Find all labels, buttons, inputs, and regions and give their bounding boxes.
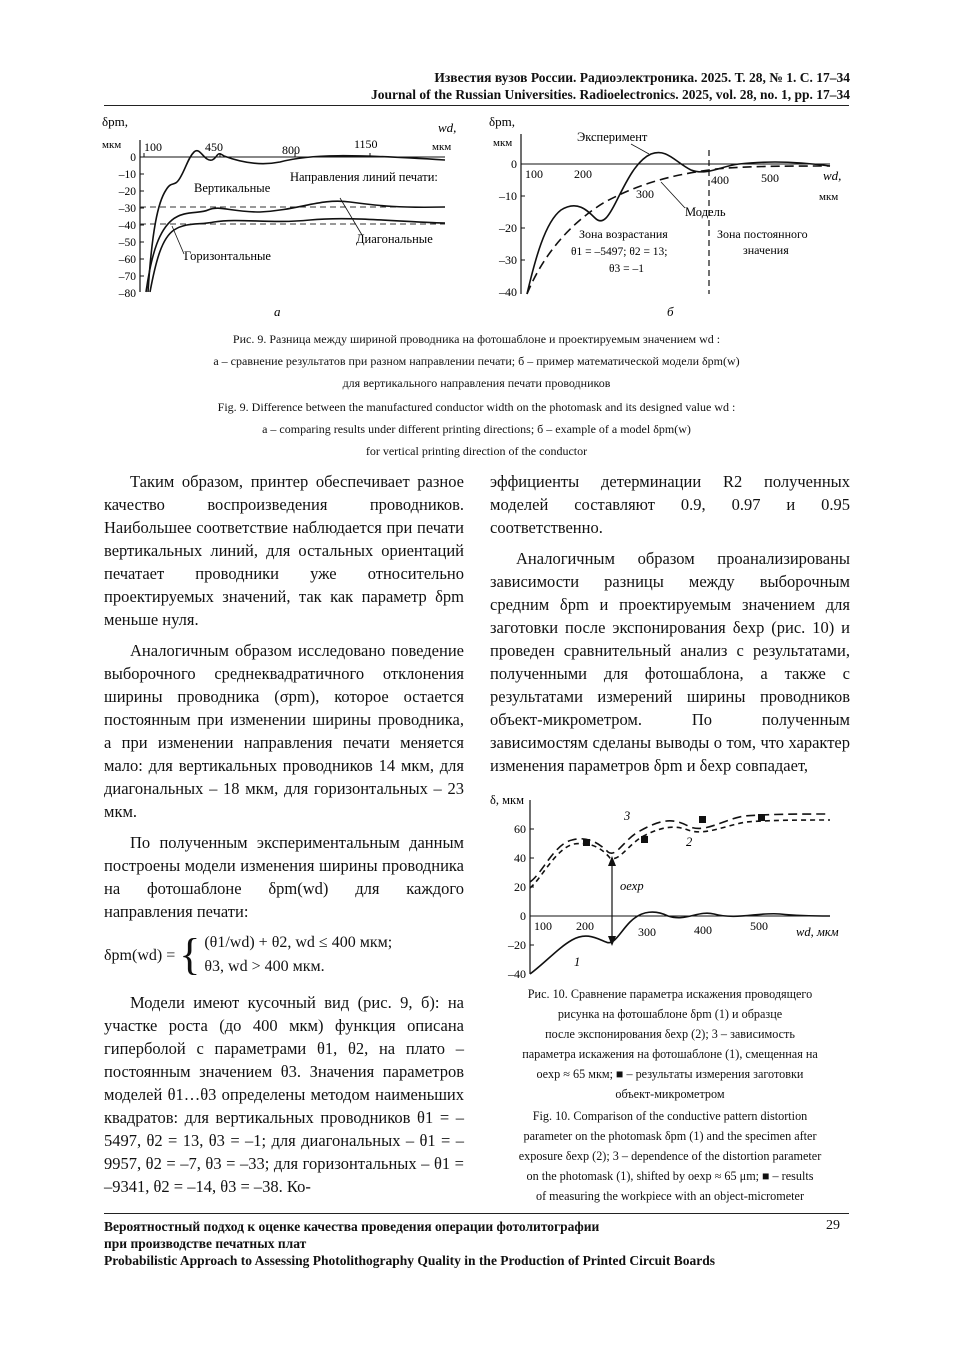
right-column <box>490 470 850 785</box>
fig10-measurement-point <box>641 836 648 843</box>
left-column <box>104 470 464 1206</box>
fig9b-xunit: мкм <box>819 191 839 203</box>
journal-header-ru: Известия вузов России. Радиоэлектроника. 2025. Т. 28, № 1. С. 17–34 <box>434 70 850 85</box>
fig9b-xtick: 100 <box>525 167 543 181</box>
fig9b-ytick: –10 <box>499 189 517 203</box>
fig9b-ytick: –30 <box>499 253 517 267</box>
fig9a-yunit: мкм <box>102 139 122 151</box>
fig10-curve-2-label: 2 <box>686 835 693 849</box>
fig10-shift-label: oexp <box>620 879 644 893</box>
fig10-ytick: –20 <box>508 938 526 952</box>
paragraph: эффициенты детерминации R2 полученных моделей составляют 0.9, 0.97 и 0.95 соответственно. <box>490 472 850 537</box>
fig10-ytick: 60 <box>514 822 526 836</box>
fig9a-xtick: 100 <box>144 140 162 154</box>
fig9a-label-diagonal: Диагональные <box>356 232 433 246</box>
footer-rule <box>104 1213 849 1214</box>
fig9b-curve-experiment <box>527 153 830 294</box>
fig10-xtick: 300 <box>638 925 656 939</box>
fig10-caption-ru-line: объект-микрометром <box>615 1087 725 1101</box>
fig9-caption <box>104 328 849 462</box>
fig10-xtick: 100 <box>534 919 552 933</box>
page-number: 29 <box>826 1218 840 1233</box>
fig10-chart <box>490 786 850 986</box>
fig9b-experiment-leader <box>631 144 649 154</box>
fig9b-zone-growth-params: θ3 = –1 <box>609 263 644 275</box>
fig10-ylabel: δ, мкм <box>490 793 525 807</box>
fig10-curve-2 <box>530 820 830 888</box>
fig9b-panel-label: б <box>667 304 674 319</box>
fig9b-zone-growth-params: θ1 = –5497; θ2 = 13; <box>571 246 668 258</box>
paragraph: По полученным экспериментальным данным построены модели изменения ширины проводника на фотошаблоне δpm(wd) для каждого направления печати: <box>104 833 464 921</box>
fig9a-ytick: –60 <box>118 254 136 266</box>
fig10-curve-1-label: 1 <box>574 955 581 969</box>
fig9a-curve-diagonal <box>146 201 445 292</box>
footer-title-ru: Вероятностный подход к оценке качества проведения операции фотолитографии <box>104 1219 600 1234</box>
formula-case: θ3, wd > 400 мкм. <box>204 958 325 975</box>
fig10-ytick: 40 <box>514 851 526 865</box>
fig9b-zone-const: значения <box>743 243 789 257</box>
fig9a-ytick: –10 <box>118 169 136 181</box>
fig9b-xtick: 400 <box>711 173 729 187</box>
fig9-caption-en-line: Fig. 9. Difference between the manufactured conductor width on the photomask and its designed value wd : <box>217 400 736 414</box>
fig10-curve-3 <box>530 814 830 882</box>
fig10-shift-arrowhead-down <box>608 936 616 946</box>
fig9-caption-ru-line: для вертикального направления печати проводников <box>342 376 611 390</box>
formula-lhs: δpm(wd) = <box>104 946 176 964</box>
fig9a-chart <box>100 110 460 320</box>
fig10-caption-ru-line: Рис. 10. Сравнение параметра искажения проводящего <box>527 987 813 1001</box>
fig10-xtick: 500 <box>750 919 768 933</box>
paragraph: Модели имеют кусочный вид (рис. 9, б): на участке роста (до 400 мкм) функция описана гиперболой с параметрами θ1, θ2, на плато – постоянным значением θ3. Значения параметров моделей θ1…θ3 определены методом наименьших квадратов: для вертикальных проводников θ1 = –5497, θ2 = 13, θ3 = –1; для диагональных – θ1 = –9957, θ2 = –7, θ3 = –33; для горизонтальных – θ1 = –9341, θ2 = –14, θ3 = –38. Ко- <box>104 993 464 1196</box>
fig9b-zone-growth: Зона возрастания <box>579 227 668 241</box>
footer-title-ru: при производстве печатных плат <box>104 1236 307 1251</box>
formula-brace: { <box>179 930 201 979</box>
fig10-measurement-point <box>583 839 590 846</box>
fig9b-xtick: 300 <box>636 187 654 201</box>
fig9b-model-leader <box>661 182 685 208</box>
fig9b-ytick: 0 <box>511 157 517 171</box>
fig9-caption-ru-line: Рис. 9. Разница между шириной проводника на фотошаблоне и проектируемым значением wd : <box>232 332 721 346</box>
fig10-caption-en-line: of measuring the workpiece with an object-micrometer <box>535 1189 805 1203</box>
fig10-ytick: –40 <box>508 967 526 981</box>
fig9a-ytick: –70 <box>118 271 136 283</box>
fig10-xtick: 400 <box>694 923 712 937</box>
fig9b-xlabel: wd, <box>823 168 842 183</box>
fig9-caption-ru-line: а – сравнение результатов при разном направлении печати; б – пример математической модели δpm(w) <box>213 354 740 368</box>
fig9a-label-vertical: Вертикальные <box>194 181 271 195</box>
fig10-caption-ru-line: параметра искажения на фотошаблоне (1), смещенная на <box>522 1047 818 1061</box>
fig9b-label-experiment: Эксперимент <box>577 130 648 144</box>
fig9b-xtick: 500 <box>761 171 779 185</box>
fig10-curve-3-label: 3 <box>624 809 631 823</box>
fig9a-xunit: мкм <box>432 141 452 153</box>
fig9a-ytick: –30 <box>118 203 136 215</box>
fig10-caption-ru-line: рисунка на фотошаблоне δpm (1) и образце <box>557 1007 783 1021</box>
footer-title-en: Probabilistic Approach to Assessing Photolithography Quality in the Production of Printed Circuit Boards <box>104 1253 716 1268</box>
fig9b-xtick: 200 <box>574 167 592 181</box>
formula-cases <box>204 931 392 979</box>
fig9a-ytick: –40 <box>118 220 136 232</box>
fig9a-xtick: 800 <box>282 143 300 157</box>
fig10-caption <box>490 984 850 1206</box>
fig10-xtick: 200 <box>576 919 594 933</box>
header-rule <box>104 105 849 106</box>
fig10-caption-en-line: parameter on the photomask δpm (1) and the specimen after <box>523 1129 817 1143</box>
fig10-measurement-point <box>699 816 706 823</box>
fig10-caption-en-line: on the photomask (1), shifted by oexp ≈ 65 μm; ■ – results <box>526 1169 814 1183</box>
formula <box>104 931 464 979</box>
fig9b-zone-const: Зона постоянного <box>717 227 808 241</box>
fig9-caption-en-line: for vertical printing direction of the conductor <box>365 444 588 458</box>
fig9a-xtick: 1150 <box>354 137 378 151</box>
formula-case: (θ1/wd) + θ2, wd ≤ 400 мкм; <box>204 934 393 951</box>
fig9a-panel-label: а <box>274 304 281 319</box>
journal-header-en: Journal of the Russian Universities. Radioelectronics. 2025, vol. 28, no. 1, pp. 17–34 <box>370 87 850 102</box>
fig9a-ytick: –20 <box>118 186 136 198</box>
fig10-caption-ru-line: oexp ≈ 65 мкм; ■ – результаты измерения заготовки <box>536 1067 804 1081</box>
fig9a-ytick: –80 <box>118 288 136 300</box>
fig9a-label-horizontal: Горизонтальные <box>184 249 271 263</box>
fig9b-ytick: –40 <box>499 285 517 299</box>
fig9b-chart <box>485 110 850 320</box>
fig10-measurement-point <box>758 814 765 821</box>
fig9b-ylabel: δpm, <box>489 114 515 129</box>
fig10-caption-en-line: exposure δexp (2); 3 – dependence of the distortion parameter <box>518 1149 822 1163</box>
fig10-xunit: wd, мкм <box>796 925 839 939</box>
fig9a-xlabel: wd, <box>438 120 457 135</box>
paragraph: Аналогичным образом проанализированы зависимости разницы между выборочным средним δpm и проектируемым значением для заготовки после экспонирования δexp (рис. 10) и проведен сравнительный анализ с результатами, полученными для фотошаблона, а также с результатами измерений ширины проводников объект-микрометром. По полученным зависимостям сделаны выводы о том, что характер изменения параметров δpm и δexp совпадает, <box>490 549 850 775</box>
fig10-ytick: 0 <box>520 909 526 923</box>
fig9a-legend-title: Направления линий печати: <box>290 170 438 184</box>
fig9a-ytick: 0 <box>130 152 136 164</box>
paragraph: Аналогичным образом исследовано поведение выборочного среднеквадратичного отклонения ширины проводника (σpm), которое остается постоянным при изменении ширины проводника, а при изменении направления печати меняется мало: для вертикальных проводников 14 мкм, для диагональных – 18 мкм, для горизонтальных – 23 мкм. <box>104 641 464 821</box>
fig9-caption-en-line: a – comparing results under different printing directions; б – example of a model δpm(w) <box>262 422 691 436</box>
paragraph: Таким образом, принтер обеспечивает разное качество воспроизведения проводников. Наибольшее соответствие наблюдается при печати вертикальных линий, для остальных ориентаций печатает проводники уже относительно проектируемых значений, так как параметр δpm меньше нуля. <box>104 472 464 629</box>
fig9a-xtick: 450 <box>205 140 223 154</box>
fig9b-ytick: –20 <box>499 221 517 235</box>
fig10-ytick: 20 <box>514 880 526 894</box>
fig9b-label-model: Модель <box>685 205 726 219</box>
fig10-caption-ru-line: после экспонирования δexp (2); 3 – зависимость <box>545 1027 795 1041</box>
fig9a-horizontal-leader <box>172 226 184 254</box>
fig9a-ylabel: δpm, <box>102 114 128 129</box>
fig10-caption-en-line: Fig. 10. Comparison of the conductive pattern distortion <box>532 1109 808 1123</box>
fig9a-ytick: –50 <box>118 237 136 249</box>
fig9b-yunit: мкм <box>493 137 513 149</box>
